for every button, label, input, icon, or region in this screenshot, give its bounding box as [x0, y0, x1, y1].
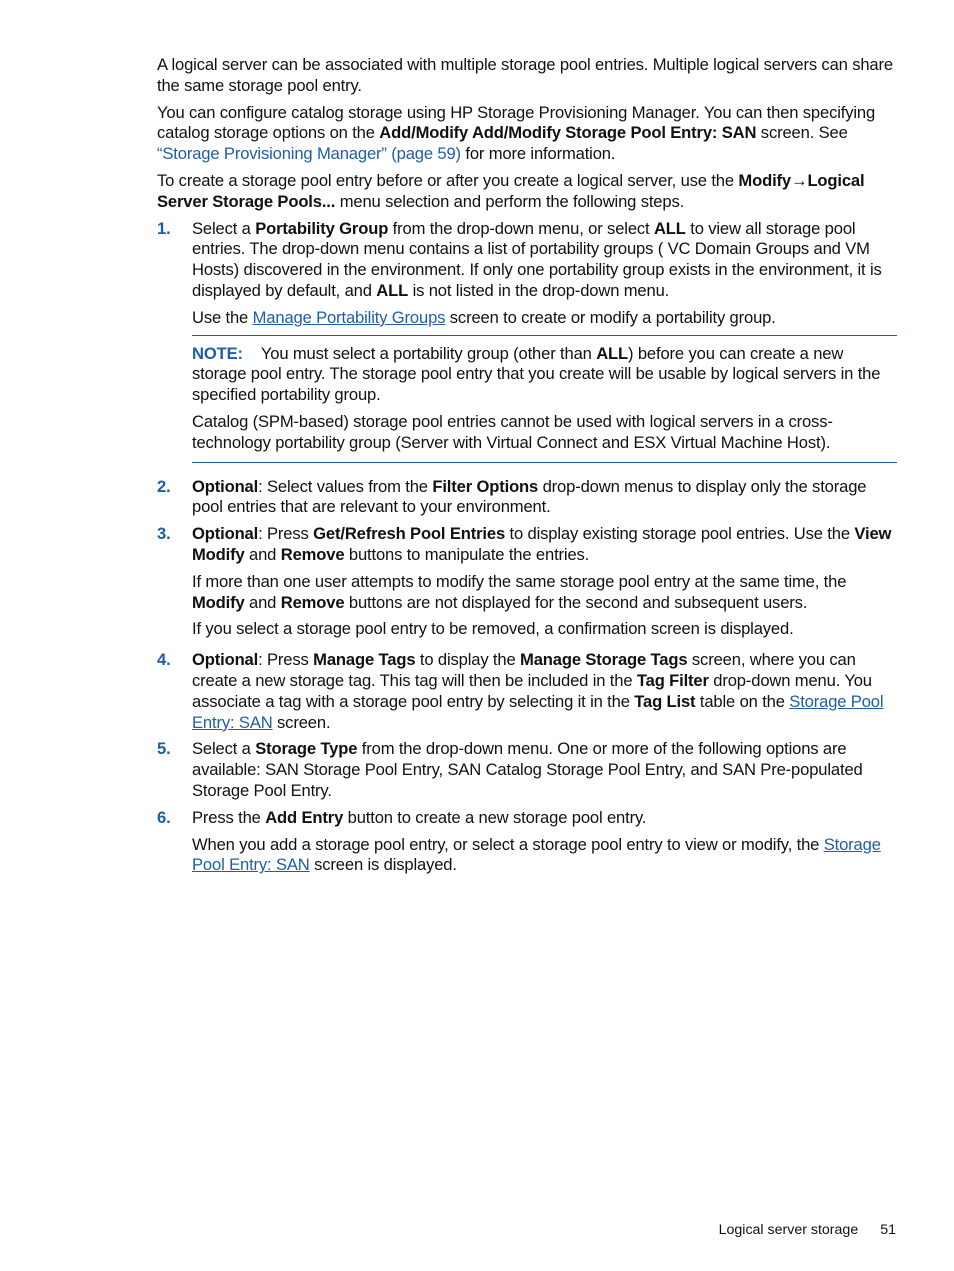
storage-pool-entry-san-link[interactable]: Storage Pool Entry: SAN — [192, 834, 881, 875]
procedure-steps — [157, 219, 897, 877]
step-1-portability-text: Use the Manage Portability Groups screen to create or modify a portability group. — [192, 307, 776, 327]
intro-paragraph-2: You can configure catalog storage using HP Storage Provisioning Manager. You can then specifying catalog storage options on the Add/Modify Add/Modify Storage Pool Entry: SAN screen. See “Storage Provisioning Manager” (page 59) for more information. — [157, 102, 876, 164]
step-3-concurrency-text: If more than one user attempts to modify the same storage pool entry at the same time, the Modify and Remove buttons are not displayed for the second and subsequent users. — [192, 571, 847, 612]
note-label: NOTE: — [192, 343, 243, 363]
note-paragraph-2: Catalog (SPM-based) storage pool entries cannot be used with logical servers in a cross-technology portability group (Server with Virtual Connect and ESX Virtual Machine Host). — [192, 411, 833, 452]
step-number: 4. — [157, 650, 171, 670]
manage-portability-groups-link[interactable]: Manage Portability Groups — [252, 307, 446, 327]
page-number: 51 — [880, 1222, 896, 1238]
step-2 — [157, 477, 897, 519]
step-number: 1. — [157, 218, 171, 238]
note-box — [192, 335, 897, 463]
storage-provisioning-manager-link[interactable]: “Storage Provisioning Manager” (page 59) — [157, 144, 461, 164]
step-2-text: Optional: Select values from the Filter Options drop-down menus to display only the storage pool entries that are relevant to your environment. — [192, 476, 867, 517]
step-number: 3. — [157, 524, 171, 544]
footer-section-title: Logical server storage — [718, 1222, 859, 1238]
step-5 — [157, 739, 897, 801]
step-3-text: Optional: Press Get/Refresh Pool Entries to display existing storage pool entries. Use the View Modify and Remove buttons to manipulate the entries. — [192, 524, 892, 564]
step-6 — [157, 808, 897, 876]
step-4-text: Optional: Press Manage Tags to display the Manage Storage Tags screen, where you can create a new storage tag. This tag will then be included in the Tag Filter drop-down menu. You associate a tag with a storage pool entry by selecting it in the Tag List table on the Storage Pool Entry: SAN screen. — [192, 650, 884, 732]
step-number: 2. — [157, 476, 171, 496]
step-6-result-text: When you add a storage pool entry, or select a storage pool entry to view or modify, the Storage Pool Entry: SAN screen is displayed. — [192, 834, 881, 875]
step-number: 6. — [157, 807, 171, 827]
intro-paragraph-3: To create a storage pool entry before or after you create a logical server, use the Modify→Logical Server Storage Pools... menu selection and perform the following steps. — [157, 170, 865, 211]
page-body — [157, 55, 897, 882]
step-3-remove-text: If you select a storage pool entry to be removed, a confirmation screen is displayed. — [192, 619, 794, 639]
step-number: 5. — [157, 739, 171, 759]
step-1 — [157, 219, 897, 463]
step-4 — [157, 650, 897, 733]
step-5-text: Select a Storage Type from the drop-down menu. One or more of the following options are available: SAN Storage Pool Entry, SAN Catalog Storage Pool Entry, and SAN Pre-populated Storage Pool Entry. — [192, 739, 863, 800]
intro-paragraph-1: A logical server can be associated with multiple storage pool entries. Multiple logical servers can share the same storage pool entry. — [157, 55, 893, 95]
step-1-text: Select a Portability Group from the drop-down menu, or select ALL to view all storage pool entries. The drop-down menu contains a list of portability groups ( VC Domain Groups and VM Hosts) discovered in the environment. If only one portability group exists in the environment, it is displayed by default, and ALL is not listed in the drop-down menu. — [192, 218, 882, 300]
note-paragraph-1: NOTE: You must select a portability group (other than ALL) before you can create a new storage pool entry. The storage pool entry that you create will be usable by logical servers in the specified portability group. — [192, 343, 881, 405]
page-footer — [719, 1222, 896, 1238]
step-6-text: Press the Add Entry button to create a new storage pool entry. — [192, 807, 647, 827]
step-3 — [157, 524, 897, 640]
storage-pool-entry-san-link[interactable]: Storage Pool Entry: SAN — [192, 691, 884, 732]
